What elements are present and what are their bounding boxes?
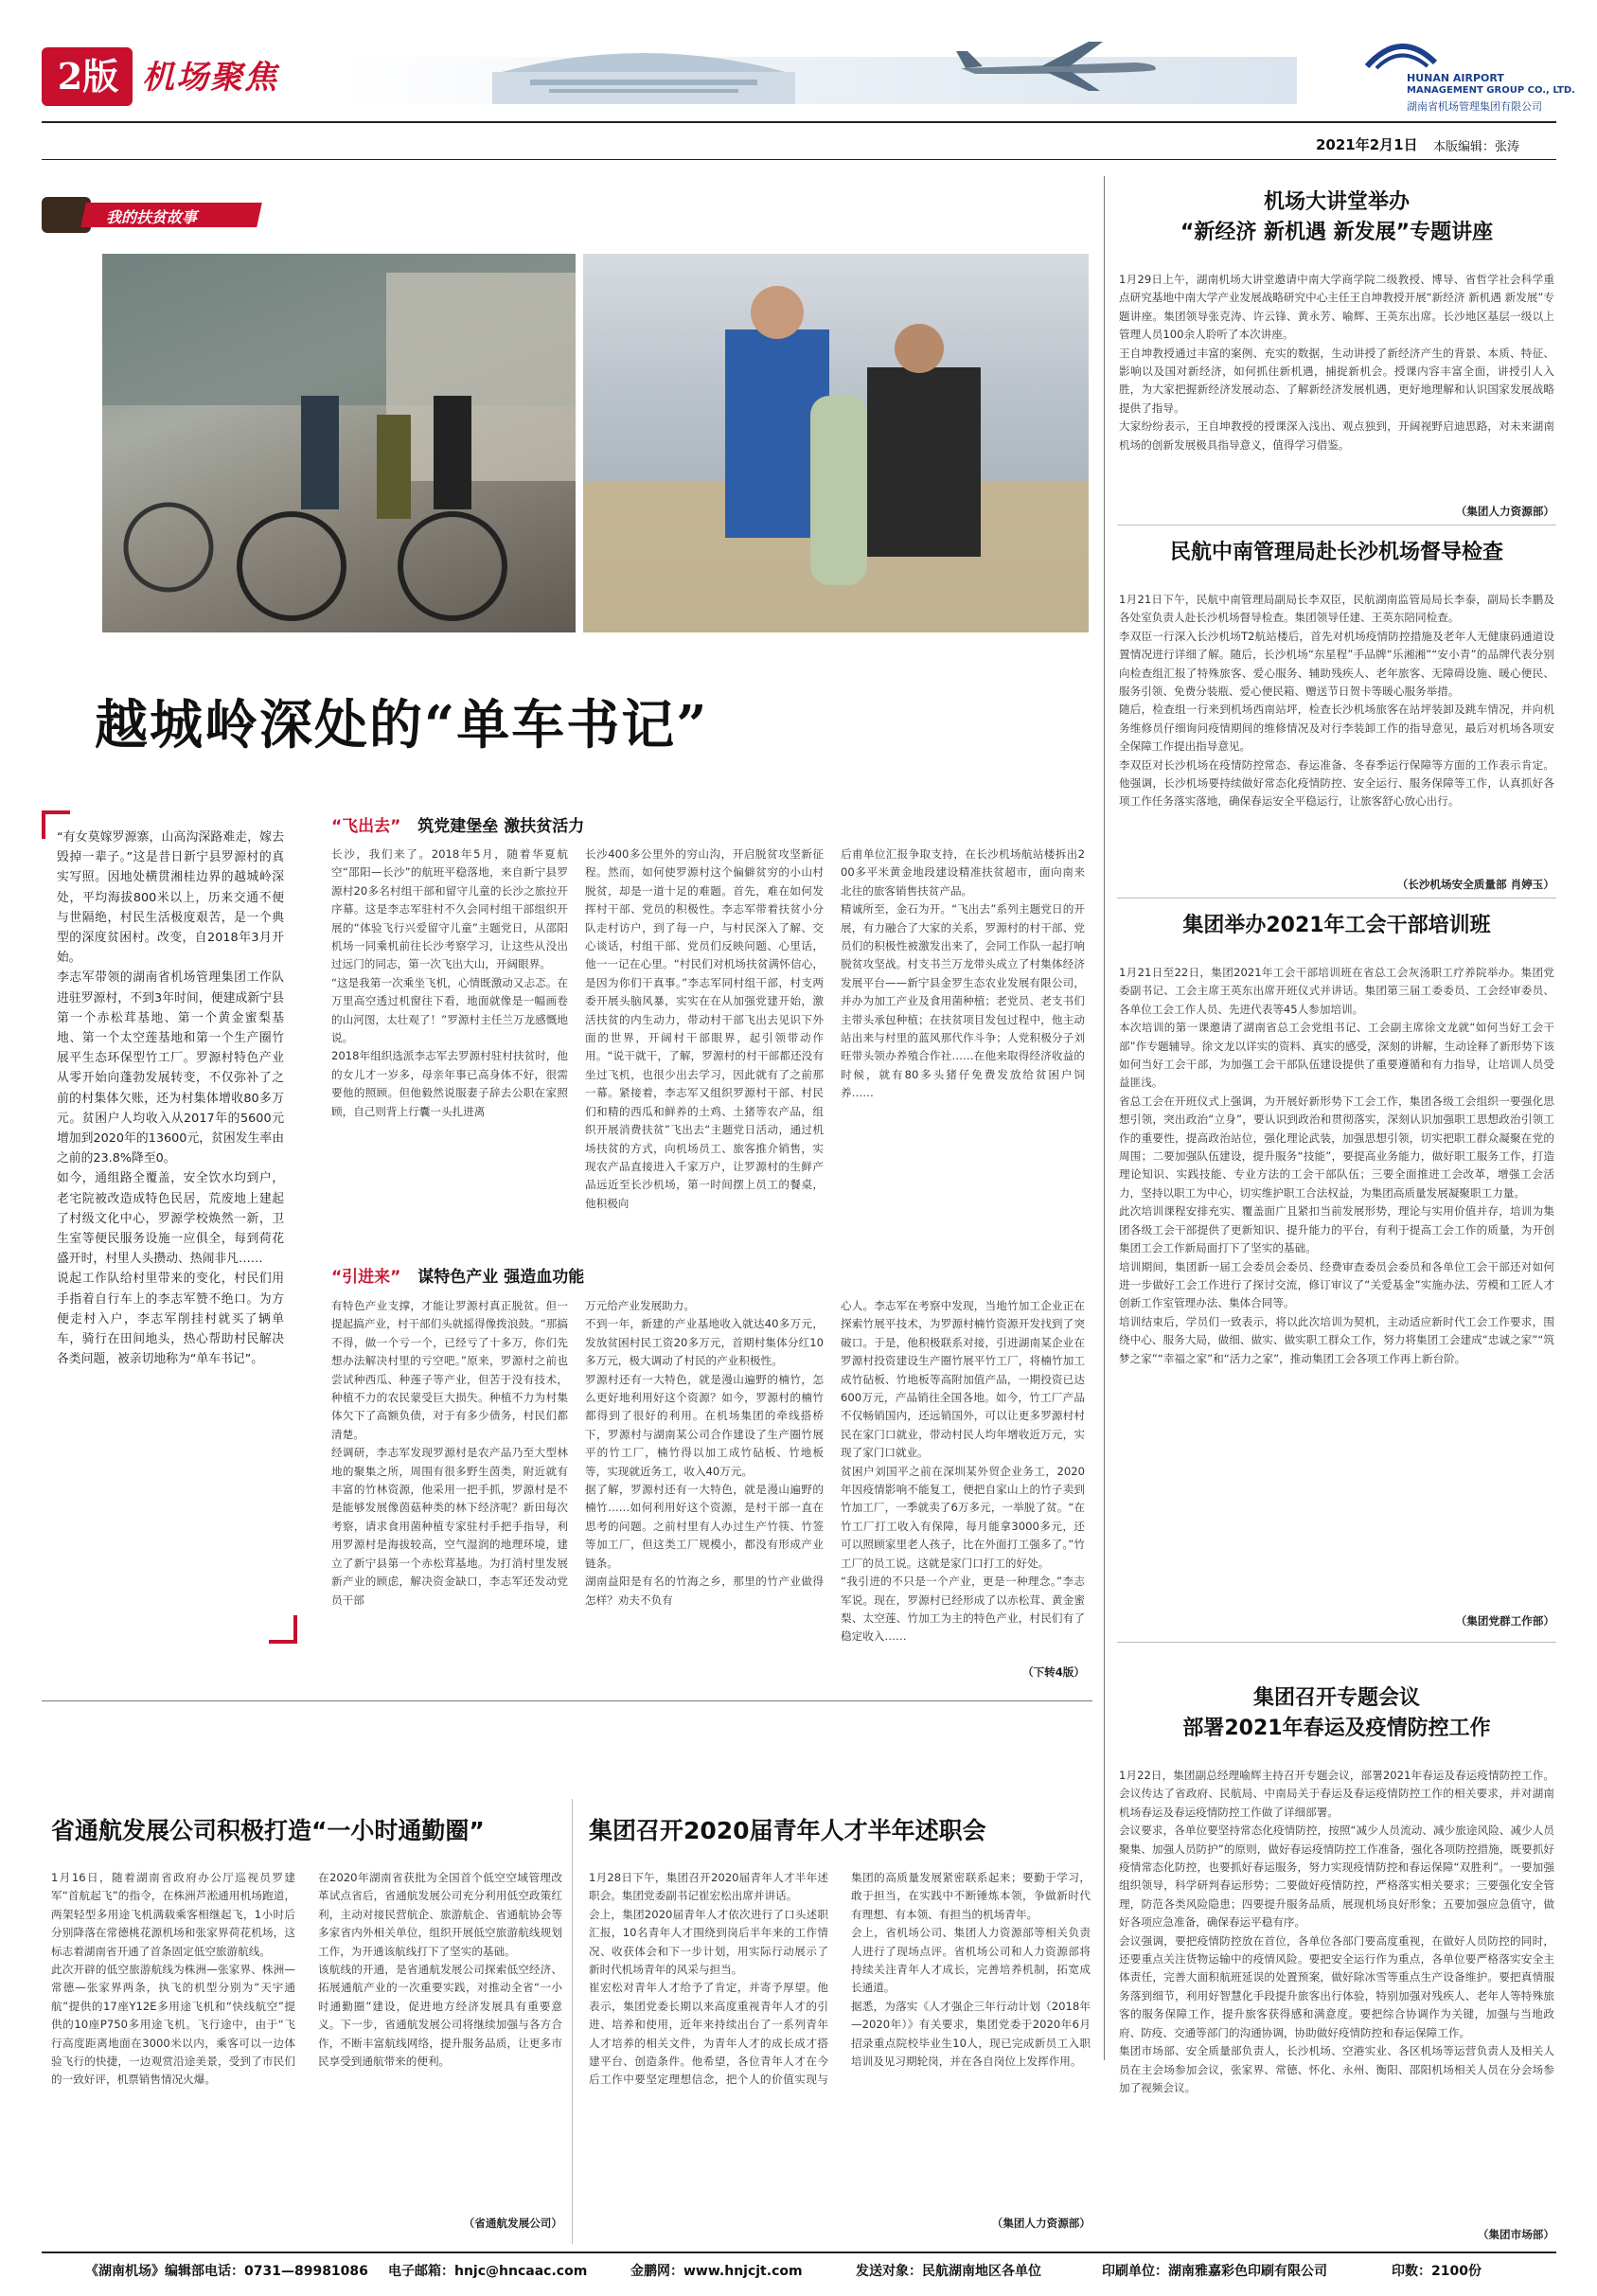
subheading-1-quote: “飞出去” (331, 817, 401, 836)
article-2-title: 民航中南管理局赴长沙机场督导检查 (1169, 541, 1503, 564)
subheading-2 (331, 1263, 584, 1287)
column-badge (42, 197, 259, 233)
bottom-column-divider (572, 1799, 573, 2244)
feature-col-2b: 万元给产业发展助力。 不到一年，新建的产业基地收入就达40多万元，发放贫困村民工资20多万元，首期村集体分红10多万元，极大调动了村民的产业积极性。 罗源村还有一大特色，就是漫山遍野的楠竹，怎么更好地利用好这个资源？如今，罗源村的楠竹都得到了很好的利用。在机场集团的牵线搭桥下，罗源村与湖南某公司合作建设了生产圈竹展平的竹工厂，楠竹得以加工成竹砧板、竹地板等，实现就近务工，收入40万元。 据了解，罗源村还有一大特色，就是漫山遍野的楠竹……如何利用好这个资源，是村干部一直在思考的问题。之前村里有人办过生产竹筷、竹签等加工厂，但这类工厂规模小，都没有形成产业链条。 湖南益阳是有名的竹海之乡，那里的竹产业做得怎样？劝夫不负有 (585, 1299, 824, 1607)
footer-bar (42, 2261, 1556, 2284)
article-1-title-line-1: 机场大讲堂举办 (1263, 190, 1410, 214)
feature-headline: 越城岭深处的“单车书记” (95, 694, 709, 756)
article-1-source: （集团人力资源部） (1455, 505, 1554, 518)
section-title: 机场聚焦 (142, 59, 278, 97)
article-4-source: （集团市场部） (1477, 2228, 1554, 2241)
column-badge-text: 我的扶贫故事 (106, 208, 198, 226)
company-name-en-1: HUNAN AIRPORT (1407, 72, 1504, 84)
company-name-cn: 湖南省机场管理集团有限公司 (1407, 100, 1542, 113)
footer-printer: 印刷单位：湖南雅嘉彩色印刷有限公司 (1102, 2264, 1327, 2279)
footer-recipients: 发送对象：民航湖南地区各单位 (856, 2264, 1041, 2279)
footer-phone: 《湖南机场》编辑部电话：0731—89981086 (85, 2264, 368, 2279)
page-editor: 本版编辑：张涛 (1433, 140, 1520, 154)
bottom-article-2-title: 集团召开2020届青年人才半年述职会 (589, 1817, 986, 1844)
feature-col-2a: 有特色产业支撑，才能让罗源村真正脱贫。但一提起搞产业，村干部们头就摇得像拨浪鼓。“那搞不得，做一个亏一个，已经亏了十多万，你们先想办法解决村里的亏空吧。”原来，罗源村之前也尝试种西瓜、种莲子等产业，但苦于没有技术，种植不力的农民蒙受巨大损失。种植不力为村集体欠下了高额负债，对于有多少债务，村民们都清楚。 经调研，李志军发现罗源村是农产品乃至大型林地的聚集之所，周围有很多野生茵类，附近就有丰富的竹林资源，他采用一把手抓，罗源村是不是能够发展像茵菇种类的林下经济呢？新田每次考察，请求食用菌种植专家驻村手把手指导，利用罗源村是海拔较高，空气湿润的地理环境，建立了新宁县第一个赤松茸基地。为打消村里发展新产业的顾虑，解决资金缺口，李志军还发动党员干部 (331, 1299, 568, 1607)
continued-note: （下转4版） (1021, 1665, 1085, 1679)
right-rule-3 (1117, 1642, 1556, 1643)
article-3-source: （集团党群工作部） (1455, 1614, 1554, 1628)
article-1-title-line-2: “新经济 新机遇 新发展”专题讲座 (1180, 221, 1494, 244)
article-3-body: 1月21日至22日，集团2021年工会干部培训班在省总工会灰汤职工疗养院举办。集团党委副书记、工会主席王英东出席开班仪式并讲话。集团第三届工委委员、工会经审委员、各单位工会工作人员、先进代表等45人参加培训。 本次培训的第一课邀请了湖南省总工会党组书记、工会副主席徐文龙就“如何当好工会干部”作专题辅导。徐文龙以详实的资料、真实的感受，深刻的讲解，生动诠释了新形势下该如何当好工会干部，为加强工会干部队伍建设提供了重要遵循和有力指导，让培训人员受益匪浅。 省总工会在开班仪式上强调，为开展好新形势下工会工作，集团各级工会组织一要强化思想引领，突出政治“立身”，要认识到政治和贯彻落实，深刻认识加强职工思想政治引领工作的重要性，提高政治站位，强化理论武装，加强思想引领，切实把职工群众凝聚在党的周围；二要加强队伍建设，提升服务“技能”，要提高业务能力，做好职工服务工作，打造理论知识、实践技能、专业方法的工会干部队伍；三要全面推进工会改革，增强工会活力，坚持以职工为中心，切实维护职工合法权益，为集团高质量发展凝聚职工力量。 此次培训课程安排充实、覆盖面广且紧扣当前发展形势，理论与实用价值并存，培训为集团各级工会干部提供了更新知识、提升能力的平台，有利于提高工会工作的质量，为开创集团工会工作新局面打下了坚实的基础。 培训期间，集团新一届工会委员会委员、经费审查委员会委员和各单位工会干部还对如何进一步做好工会工作进行了探讨交流，修订审议了“关爱基金”实施办法、劳模和工匠人才创新工作室管理办法、集体合同等。 培训结束后，学员们一致表示，将以此次培训为契机，主动适应新时代工会工作要求，围绕中心、服务大局，做细、做实、做实职工群众工作，努力将集团工会建成“忠诚之家”“筑梦之家”“幸福之家”和“活力之家”，推动集团工会各项工作再上新台阶。 (1119, 966, 1554, 1365)
article-1-body: 1月29日上午，湖南机场大讲堂邀请中南大学商学院二级教授、博导、省哲学社会科学重点研究基地中南大学产业发展战略研究中心主任王自坤教授开展“新经济 新机遇 新发展”专题讲座。集团领导张克涛、许云锋、黄永芳、喻辉、王英东出席。长沙地区基层一级以上管理人员100余人聆听了本次讲座。 王自坤教授通过丰富的案例、充实的数据，生动讲授了新经济产生的背景、本质、特征、影响以及国对新经济，如何抓住新机遇，捕捉新机会。授课内容丰富全面，讲授引人入胜，为大家把握新经济发展动态、了解新经济发展机遇，更好地理解和认识国家发展战略提供了指导。 大家纷纷表示，王自坤教授的授课深入浅出、观点独到，开阔视野启迪思路，对未来湖南机场的创新发展极具指导意义，值得学习借鉴。 (1119, 273, 1554, 452)
company-name-en-2: MANAGEMENT GROUP CO., LTD. (1407, 85, 1575, 96)
subheading-1-rest: 筑党建堡垒 激扶贫活力 (417, 817, 585, 836)
right-rule-2 (1117, 898, 1556, 899)
terminal-illustration (492, 34, 795, 110)
article-2-source: （长沙机场安全质量部 肖婷玉） (1396, 878, 1554, 891)
footer-rule (42, 2252, 1556, 2253)
subheading-2-quote: “引进来” (331, 1268, 401, 1287)
photo-bicycles (102, 254, 576, 632)
bottom-article-2-body: 1月28日下午，集团召开2020届青年人才半年述职会。集团党委副书记崔宏松出席并讲话。 会上，集团2020届青年人才依次进行了口头述职汇报，10名青年人才围绕到岗后半年来的工作情况、收获体会和下一步计划，用实际行动展示了新时代机场青年的风采与担当。 崔宏松对青年人才给予了肯定，并寄予厚望。他表示，集团党委长期以来高度重视青年人才的引进、培养和使用，近年来持续出台了一系列青年人才培养的相关文件，为青年人才的成长成才搭建平台、创造条件。他希望，各位青年人才在今后工作中要坚定理想信念，把个人的价值实现与集团的高质量发展紧密联系起来；要勤于学习，敢于担当，在实践中不断锤炼本领，争做新时代有理想、有本领、有担当的机场青年。 会上，省机场公司、集团人力资源部等相关负责人进行了现场点评。省机场公司和人力资源部将持续关注青年人才成长，完善培养机制，拓宽成长通道。 据悉，为落实《人才强企三年行动计划（2018年—2020年）》有关要求，集团党委于2020年6月招录重点院校毕业生10人，现已完成新员工入职培训及见习期轮岗，并在各自岗位上发挥作用。 (589, 1871, 1091, 2087)
article-3-title: 集团举办2021年工会干部培训班 (1182, 914, 1491, 937)
company-logo-icon (1363, 34, 1439, 74)
photo-bamboo-factory (583, 254, 1089, 632)
footer-print-count: 印数：2100份 (1392, 2264, 1482, 2279)
footer-website: 金鹏网：www.hnjcjt.com (630, 2264, 803, 2279)
header-rule-2 (42, 159, 1556, 160)
airplane-illustration (956, 38, 1164, 95)
bottom-article-2-source: （集团人力资源部） (991, 2216, 1091, 2230)
page-number: 2版 (57, 55, 119, 98)
intro-box (42, 810, 297, 1644)
article-4-body: 1月22日，集团副总经理喻辉主持召开专题会议，部署2021年春运及春运疫情防控工作。会议传达了省政府、民航局、中南局关于春运及春运疫情防控工作的相关要求，并对湖南机场春运及春运疫情防控工作做了详细部署。 会议要求，各单位要坚持常态化疫情防控，按照“减少人员流动、减少旅途风险、减少人员聚集、加强人员防护”的原则，做好春运疫情防控工作准备，强化各项防控措施，既要抓好疫情常态化防控，也要抓好春运服务，努力实现疫情防控和春运保障“双胜利”。一要加强组织领导，科学研判春运形势；二要做好疫情防控，严格落实相关要求；三要强化安全管理，防范各类风险隐患；四要提升服务品质，展现机场良好形象；五要加强应急值守，做好各项应急准备，确保春运平稳有序。 会议强调，要把疫情防控放在首位，各单位各部门要高度重视，在做好人员防控的同时，还要重点关注货物运输中的疫情风险。要把安全运行作为重点，各单位要严格落实安全主体责任，完善大面积航班延误的处置预案，做好除冰雪等重点生产设备维护。要把真情服务落到细节，利用好智慧化手段提升旅客出行体验，特别加强对残疾人、老年人等特殊旅客的服务保障工作，提升旅客获得感和满意度。要把综合协调作为关键，加强与当地政府、防疫、交通等部门的沟通协调，协助做好疫情防控和春运保障工作。 集团市场部、安全质量部负责人，长沙机场、空港实业、各区机场等运营负责人及相关人员在主会场参加会议，张家界、常德、怀化、永州、衡阳、邵阳机场相关人员在分会场参加了视频会议。 (1119, 1769, 1554, 2094)
main-column-divider (1104, 176, 1105, 2060)
feature-col-2c: 心人。李志军在考察中发现，当地竹加工企业正在探索竹展平技术，为罗源村楠竹资源开发找到了突破口。于是，他积极联系对接，引进湖南某企业在罗源村投资建设生产圈竹展平竹工厂，将楠竹加工成竹砧板、竹地板等高附加值产品，一期投资已达600万元，产品销往全国各地。如今，竹工厂产品不仅畅销国内，还远销国外，可以让更多罗源村村民在家门口就业，带动村民人均年增收近万元，实现了家门口就业。 贫困户刘国平之前在深圳某外贸企业务工，2020年因疫情影响不能复工，便把自家山上的竹子卖到竹加工厂，一季就卖了6万多元，一举脱了贫。“在竹工厂打工收入有保障，每月能拿3000多元，还可以照顾家里老人孩子，比在外面打工强多了。”竹工厂的员工说。这就是家门口打工的好处。 “我引进的不只是一个产业，更是一种理念。”李志军说。现在，罗源村已经形成了以赤松茸、黄金蜜梨、太空莲、竹加工为主的特色产业，村民们有了稳定收入…… (841, 1299, 1085, 1644)
article-4-title-line-1: 集团召开专题会议 (1252, 1686, 1420, 1710)
feature-col-1c: 后甫单位汇报争取支持，在长沙机场航站楼拆出200多平米黄金地段建设精准扶贫超市，面向南来北往的旅客销售扶贫产品。 精诚所至，金石为开。“飞出去”系列主题党日的开展，有力融合了大家的关系，罗源村的村干部、党员们的积极性被激发出来了，会同工作队一起打响脱贫攻坚战。村支书兰万龙带头成立了村集体经济发展平台——新宁县金罗生态农业发展有限公司，并办为加工产业及食用菌种植；老党员、老支书们主带头承包种植；在扶贫项目发包过程中，他主动站出来与村里的蓝风那代作斗争；人党积极分子刘旺带头领办养殖合作社……在他来取得经济收益的时候，就有80多头猪仔免费发放给贫困户饲养…… (841, 847, 1085, 1100)
bottom-article-1-source: （省通航发展公司） (463, 2216, 562, 2230)
footer-email: 电子邮箱：hnjc@hncaac.com (388, 2264, 588, 2279)
article-2-body: 1月21日下午，民航中南管理局副局长李双臣，民航湖南监管局局长李泰，副局长李鹏及各处室负责人赴长沙机场督导检查。集团领导任建、王英东陪同检查。 李双臣一行深入长沙机场T2航站楼后，首先对机场疫情防控措施及老年人无健康码通道设置情况进行详细了解。随后，长沙机场“东星程”手品牌“乐湘湘”“安小青”的品牌代表分别向检查组汇报了特殊旅客、爱心服务、辅助残疾人、老年旅客、无障碍设施、暖心便民、服务引领、免费分装瓶、爱心便民箱、赠送节日贺卡等暖心服务举措。 随后，检查组一行来到机场西南站坪，检查长沙机场旅客在站坪装卸及跳车情况，并向机务维修员仔细询问疫情期间的维修情况及对行李装卸工作的指导意见，最后对机场各项安全保障工作提出指导意见。 李双臣对长沙机场在疫情防控常态、春运准备、冬春季运行保障等方面的工作表示肯定。他强调，长沙机场要持续做好常态化疫情防控、安全运行、服务保障等工作，认真抓好各项工作任务落实落地，确保春运安全平稳运行，让旅客舒心放心出行。 (1119, 593, 1554, 809)
intro-text: “有女莫嫁罗源寨，山高沟深路难走，嫁去毁掉一辈子。”这是昔日新宁县罗源村的真实写照。因地处横贯湘桂边界的越城岭深处，平均海拔800米以上，历来交通不便与世隔绝，村民生活极度艰苦，是一个典型的深度贫困村。改变，自2018年3月开始。 李志军带领的湖南省机场管理集团工作队进驻罗源村，不到3年时间，便建成新宁县第一个赤松茸基地、第一个黄金蜜梨基地、第一个太空莲基地和第一个生产圈竹展平生态环保型竹工厂。罗源村特色产业从零开始向蓬勃发展转变，不仅弥补了之前的村集体欠账，还为村集体增收80多万元。贫困户人均收入从2017年的5600元增加到2020年的13600元，贫困发生率由之前的23.8%降至0。 如今，通组路全覆盖，安全饮水均到户，老宅院被改造成特色民居，荒废地上建起了村级文化中心，罗源学校焕然一新，卫生室等便民服务设施一应俱全，每到荷花盛开时，村里人头攒动、热闹非凡…… 说起工作队给村里带来的变化，村民们用手指着自行车上的李志军赞不绝口。为方便走村入户，李志军削挂村就买了辆单车，骑行在田间地头，热心帮助村民解决各类问题，被亲切地称为“单车书记”。 (57, 830, 284, 1367)
bottom-article-1-body: 1月16日，随着湖南省政府办公厅巡视员罗建军“首航起飞”的指令，在株洲芦淞通用机场跑道，两架轻型多用途飞机满载乘客相继起飞，1小时后分别降落在常德桃花源机场和张家界荷花机场，这标志着湖南省开通了首条固定低空旅游航线。 此次开辟的低空旅游航线为株洲—张家界、株洲—常德—张家界两条，执飞的机型分别为“天宇通航”提供的17座Y12E多用途飞机和“快线航空”提供的10座P750多用途飞机。飞行途中，由于“飞行高度距离地面在3000米以内，乘客可以一边体验飞行的快捷，一边观赏沿途美景，受到了市民们的一致好评，机票销售情况火爆。 在2020年湖南省获批为全国首个低空空域管理改革试点省后，省通航发展公司充分利用低空政策红利，主动对接民营航企、旅游航企、省通航协会等多家省内外相关单位，组织开展低空旅游航线规划工作，为开通该航线打下了坚实的基础。 该航线的开通，是省通航发展公司探索低空经济、拓展通航产业的一次重要实践，对推动全省“一小时通勤圈”建设，促进地方经济发展具有重要意义。下一步，省通航发展公司将继续加强与各方合作，不断丰富航线网络，提升服务品质，让更多市民享受到通航带来的便利。 (51, 1871, 562, 2087)
bottom-article-1-title: 省通航发展公司积极打造“一小时通勤圈” (51, 1817, 485, 1844)
feature-col-1b: 长沙400多公里外的穷山沟，开启脱贫攻坚新征程。然而，如何使罗源村这个偏僻贫穷的小山村脱贫，却是一道十足的难题。首先，难在如何发挥村干部、党员的积极性。李志军带着扶贫小分队走村访户，到了每一户，与村民深入了解、交心谈话，村组干部、党员们反映问题、心里话，他一一记在心里。“村民们对机场扶贫满怀信心，是因为你们干真事。”李志军同村组干部，村支两委开展头脑风暴，实实在在从加强党建开始，激活扶贫的内生动力，带动村干部飞出去见识下外面的世界，开阔村干部眼界，起引领带动作用。“说干就干，了解，罗源村的村干部都还没有坐过飞机，也很少出去学习，因此就有了之前那一幕。紧接着，李志军又组织罗源村干部、村民们和精的西瓜和鲜养的土鸡、土猪等农产品，组织开展消费扶贫”飞出去“主题党日活动，通过机场扶贫的方式，向机场员工、旅客推介销售，实现农产品直接进入千家万户，让罗源村的生鲜产品远近至长沙机场，第一时间摆上员工的餐桌，他积极向 (585, 847, 824, 1210)
header-rule (42, 121, 1556, 123)
feature-bottom-rule (42, 1700, 1092, 1701)
subheading-1 (331, 812, 584, 836)
feature-col-1a: 长沙，我们来了。2018年5月，随着华夏航空“邵阳—长沙”的航班平稳落地，来自新宁县罗源村20多名村组干部和留守儿童的长沙之旅拉开序幕。这是李志军驻村不久会同村组干部组织开展的“体验飞行兴爱留守儿童”主题党日，从邵阳机场一同乘机前往长沙考察学习，让这些从没出过远门的同志，第一次飞出大山，开阔眼界。 “这是我第一次乘坐飞机，心情既激动又忐忑。在万里高空透过机窗往下看，地面就像是一幅画卷的山河图，太壮观了！”罗源村主任兰万龙感慨地说。 2018年组织选派李志军去罗源村驻村扶贫时，他的女儿才一岁多，母亲年事已高身体不好，很需要他的照顾。但他毅然说服妻子辞去公职在家照顾，自己则背上行囊一头扎进离 (331, 847, 568, 1118)
subheading-2-rest: 谋特色产业 强造血功能 (417, 1268, 585, 1287)
masthead (0, 0, 1597, 133)
article-4-title-line-2: 部署2021年春运及疫情防控工作 (1182, 1717, 1491, 1740)
issue-date: 2021年2月1日 (1316, 136, 1418, 153)
